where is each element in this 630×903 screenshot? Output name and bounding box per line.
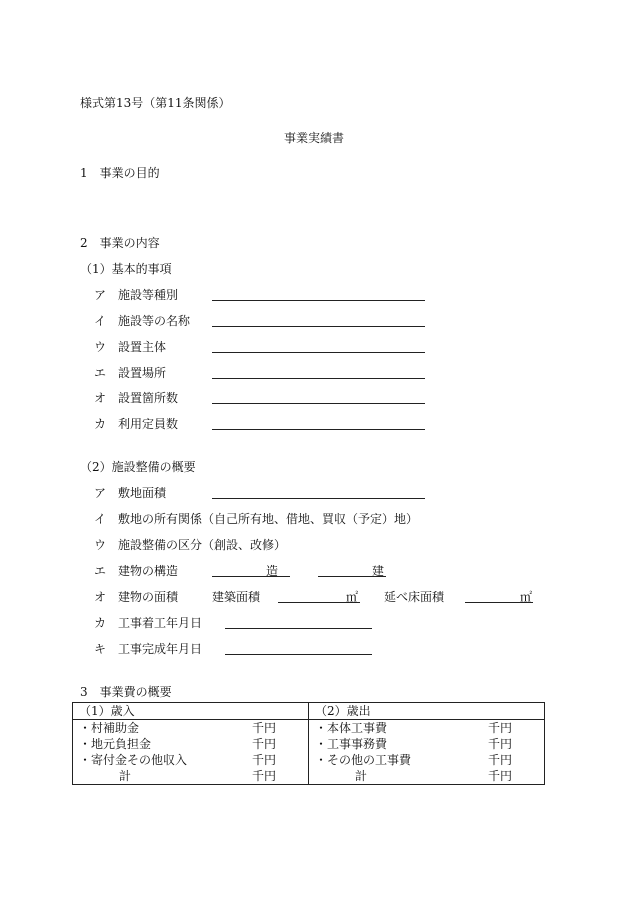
subsection1-heading: （1）基本的事項 (80, 262, 172, 276)
unit-label: 千円 (487, 721, 512, 735)
unit-label: 千円 (487, 753, 512, 767)
income-total-label: 計 (119, 769, 132, 783)
item-mark: ア (94, 288, 107, 302)
completion-date-label: 工事完成年月日 (118, 642, 203, 656)
table-header-row (73, 703, 545, 720)
land-ownership-label: 敷地の所有関係（自己所有地、借地、買収（予定）地） (118, 512, 419, 526)
floor-area-label: 延べ床面積 (384, 590, 445, 604)
structure-suffix-ken: 建 (372, 564, 385, 578)
expense-table (72, 702, 545, 785)
unit-label: 千円 (251, 721, 276, 735)
completion-date-line[interactable] (225, 654, 372, 655)
expense-item: ・本体工事費 (315, 721, 388, 735)
table-row (73, 736, 545, 752)
start-date-line[interactable] (225, 628, 372, 629)
item-mark: キ (94, 642, 107, 656)
table-total-row (73, 768, 545, 785)
expense-total-label: 計 (355, 769, 368, 783)
item-mark: オ (94, 590, 107, 604)
expense-header: （2）歳出 (309, 703, 545, 720)
structure-suffix-zo: 造 (266, 564, 279, 578)
site-area-label: 敷地面積 (118, 486, 167, 500)
start-date-label: 工事着工年月日 (118, 616, 203, 630)
section2-heading: 2 事業の内容 (80, 236, 160, 250)
expense-item: ・その他の工事費 (315, 753, 412, 767)
item-mark: ウ (94, 340, 107, 354)
subsection2-heading: （2）施設整備の概要 (80, 460, 196, 474)
unit-label: 千円 (487, 737, 512, 751)
unit-label: 千円 (251, 737, 276, 751)
build-area-unit: ㎡ (346, 590, 359, 604)
document-title: 事業実績書 (284, 131, 345, 145)
section3-heading: 3 事業費の概要 (80, 685, 172, 699)
income-item: ・寄付金その他収入 (79, 753, 188, 767)
item-label: 施設等の名称 (118, 314, 191, 328)
item-mark: エ (94, 366, 107, 380)
item-label: 設置主体 (118, 340, 167, 354)
item-mark: カ (94, 616, 107, 630)
item-label: 設置箇所数 (118, 391, 179, 405)
fill-line[interactable] (212, 352, 425, 353)
fill-line[interactable] (212, 403, 425, 404)
item-mark: オ (94, 391, 107, 405)
income-item: ・村補助金 (79, 721, 140, 735)
construction-type-label: 施設整備の区分（創設、改修） (118, 538, 287, 552)
section1-heading: 1 事業の目的 (80, 166, 160, 180)
unit-label: 千円 (251, 769, 276, 783)
building-area-label: 建物の面積 (118, 590, 179, 604)
item-mark: エ (94, 564, 107, 578)
floor-area-unit: ㎡ (520, 590, 533, 604)
expense-item: ・工事事務費 (315, 737, 388, 751)
income-item: ・地元負担金 (79, 737, 152, 751)
fill-line[interactable] (212, 326, 425, 327)
item-label: 施設等種別 (118, 288, 179, 302)
fill-line[interactable] (212, 378, 425, 379)
build-area-label: 建築面積 (212, 590, 261, 604)
structure-line[interactable] (212, 576, 290, 577)
fill-line[interactable] (212, 429, 425, 430)
structure-label: 建物の構造 (118, 564, 179, 578)
item-mark: イ (94, 314, 107, 328)
item-mark: カ (94, 417, 107, 431)
item-mark: ア (94, 486, 107, 500)
table-row (73, 720, 545, 737)
item-label: 利用定員数 (118, 417, 179, 431)
unit-label: 千円 (251, 753, 276, 767)
table-row (73, 752, 545, 768)
unit-label: 千円 (487, 769, 512, 783)
item-mark: イ (94, 512, 107, 526)
item-mark: ウ (94, 538, 107, 552)
income-header: （1）歳入 (73, 703, 309, 720)
fill-line[interactable] (212, 300, 425, 301)
site-area-line[interactable] (212, 498, 425, 499)
item-label: 設置場所 (118, 366, 167, 380)
form-label: 様式第13号（第11条関係） (80, 96, 231, 110)
